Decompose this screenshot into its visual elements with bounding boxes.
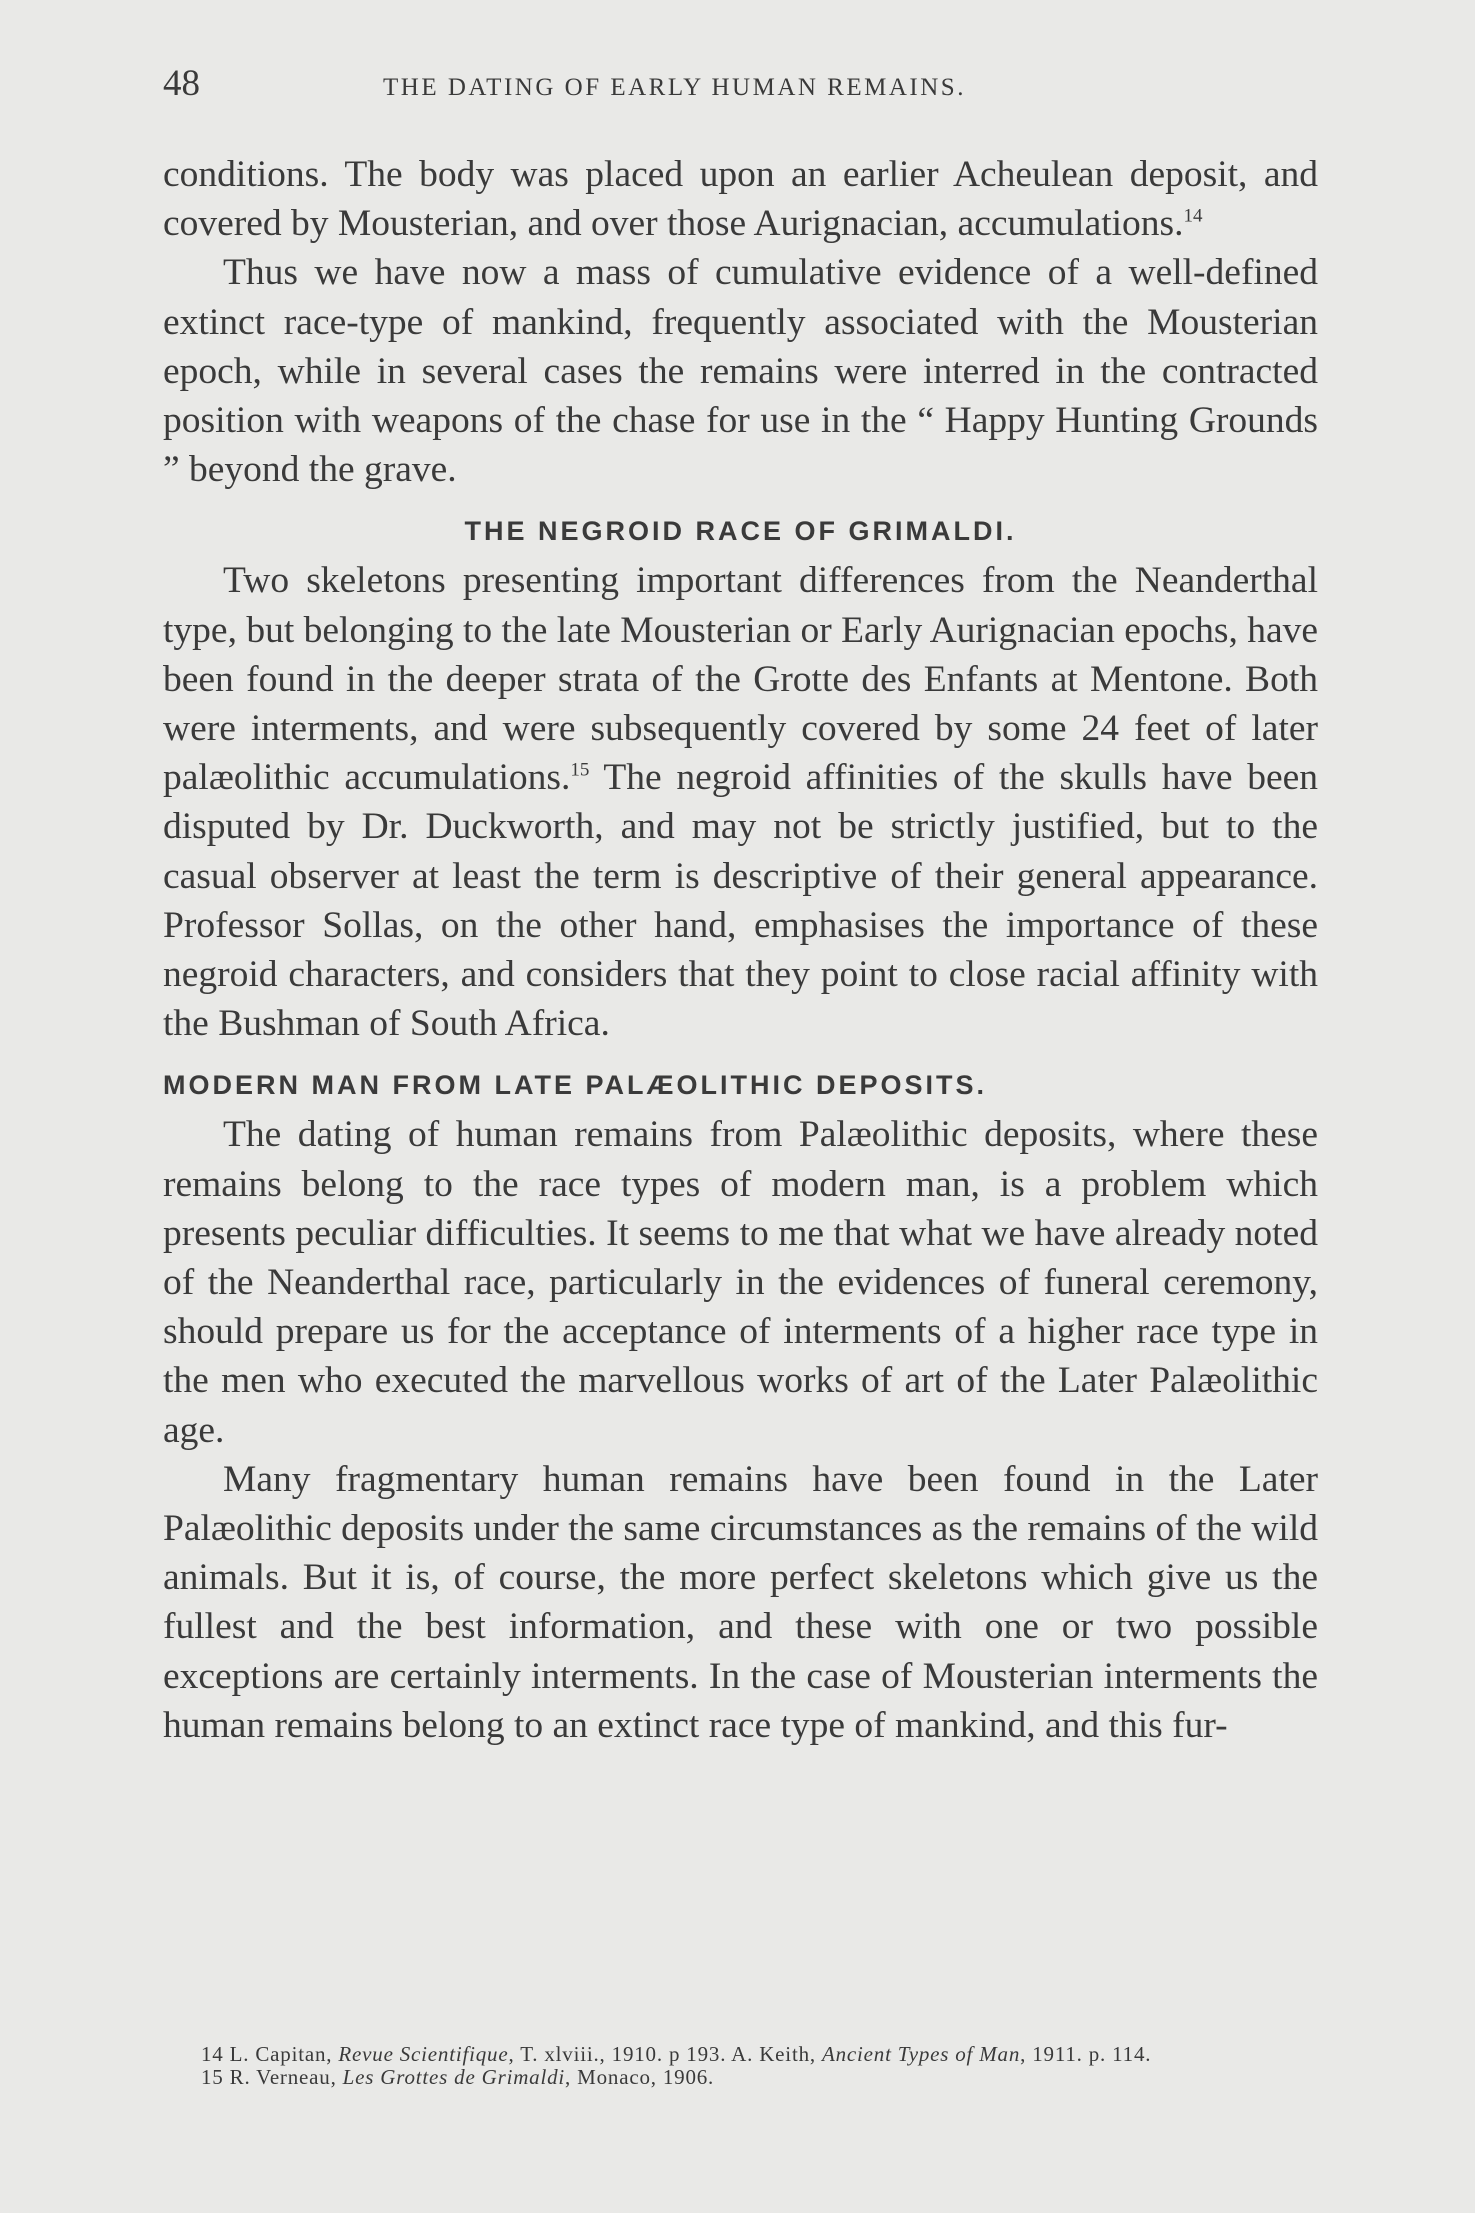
paragraph-text: conditions. The body was placed upon an earlier Acheulean deposit, and covered by Mousterian, and over those Aurignacian, accumulations.	[163, 154, 1318, 245]
paragraph: The dating of human remains from Palæolithic deposits, where these remains belong to the race types of modern man, is a problem which presents peculiar difficulties. It seems to me that what we have already noted of the Neanderthal race, particularly in the evidences of funeral ceremony, should prepare us for the acceptance of interments of a higher race type in the men who executed the marvellous works of art of the Later Palæolithic age.	[163, 1114, 1318, 1451]
footnotes	[163, 2043, 1318, 2089]
section-heading: THE NEGROID RACE OF GRIMALDI.	[464, 516, 1017, 547]
footnote-text: , 1911. p. 114.	[1020, 2042, 1152, 2066]
paragraph	[163, 556, 1318, 1048]
body-text	[163, 150, 1318, 1750]
footnote-text: , T. xlviii., 1910. p 193. A. Keith,	[508, 2042, 822, 2066]
footnote-citation-title: Les Grottes de Grimaldi	[342, 2065, 566, 2089]
footnote-text: 15 R. Verneau,	[201, 2065, 343, 2089]
footnote-text: , Monaco, 1906.	[565, 2065, 715, 2089]
page-number: 48	[163, 63, 200, 104]
section-heading: MODERN MAN FROM LATE PALÆOLITHIC DEPOSITS.	[163, 1070, 987, 1101]
footnote	[163, 2043, 1318, 2066]
footnote-text: 14 L. Capitan,	[201, 2042, 339, 2066]
footnote-ref: 15	[570, 759, 590, 781]
paragraph-text: The negroid affinities of the skulls have been disputed by Dr. Duckworth, and may not be strictly justified, but to the casual observer at least the term is descriptive of their general appearance. Professor Sollas, on the other hand, emphasises the importance of these negroid characters, and considers that they point to close racial affinity with the Bushman of South Africa.	[163, 757, 1318, 1045]
footnote-citation-title: Ancient Types of Man	[821, 2042, 1021, 2066]
paragraph	[163, 150, 1318, 248]
paragraph-text: Two skeletons presenting important differences from the Neanderthal type, but belonging to the late Mousterian or Early Aurignacian epochs, have been found in the deeper strata of the Grotte des Enfants at Mentone. Both were interments, and were subsequently covered by some 24 feet of later palæolithic accumulations.	[163, 560, 1318, 799]
footnote-ref: 14	[1183, 205, 1203, 227]
page-header	[163, 62, 1323, 122]
footnote	[163, 2066, 1318, 2089]
footnote-citation-title: Revue Scientifique	[338, 2042, 509, 2066]
running-head: THE DATING OF EARLY HUMAN REMAINS.	[383, 74, 966, 101]
paragraph: Many fragmentary human remains have been found in the Later Palæolithic deposits under the same circumstances as the remains of the wild animals. But it is, of course, the more perfect skeletons which give us the fullest and the best information, and these with one or two possible exceptions are certainly interments. In the case of Mousterian interments the human remains belong to an extinct race type of mankind, and this fur-	[163, 1458, 1318, 1746]
paragraph: Thus we have now a mass of cumulative evidence of a well-defined extinct race-type of mankind, frequently associated with the Mousterian epoch, while in several cases the remains were interred in the contracted position with weapons of the chase for use in the “ Happy Hunting Grounds ” beyond the grave.	[163, 252, 1318, 491]
